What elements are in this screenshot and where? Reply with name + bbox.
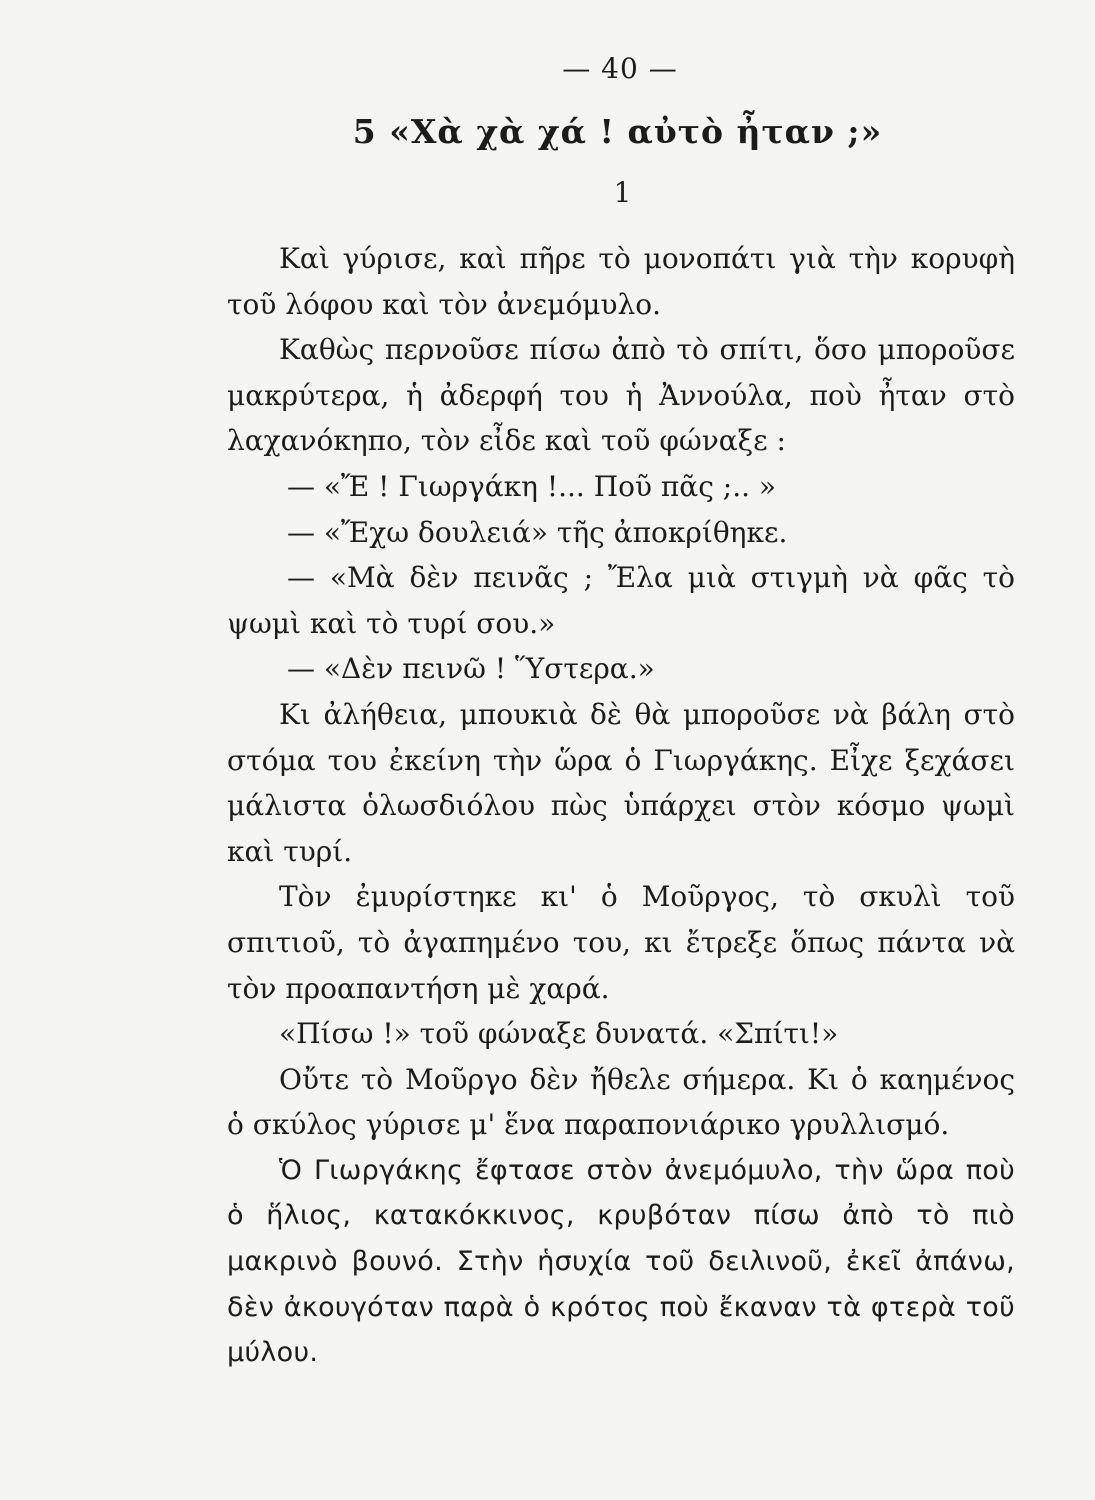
paragraph: Κι ἀλήθεια, μπουκιὰ δὲ θὰ μποροῦσε νὰ βάλη στὸ στόμα του ἐκείνη τὴν ὥρα ὁ Γιωργάκης. Εἶχε ξεχάσει μάλιστα ὁλωσδιόλου πὼς ὑπάρχει στὸν κόσμο ψωμὶ καὶ τυρί.	[227, 697, 1015, 868]
paragraph: Ὁ Γιωργάκης ἔφτασε στὸν ἀνεμόμυλο, τὴν ὥρα ποὺ ὁ ἥλιος, κατακόκκινος, κρυβόταν πίσω ἀπὸ τὸ πιὸ μακρινὸ βουνό. Στὴν ἡσυχία τοῦ δειλινοῦ, ἐκεῖ ἀπάνω, δὲν ἀκουγόταν παρὰ ὁ κρότος ποὺ ἔκαναν τὰ φτερὰ τοῦ μύλου.	[227, 1154, 1015, 1369]
page-number: — 40 —	[562, 52, 678, 85]
paragraph: Τὸν ἐμυρίστηκε κι' ὁ Μοῦργος, τὸ σκυλὶ τοῦ σπιτιοῦ, τὸ ἀγαπημένο του, κι ἔτρεξε ὅπως πάντα νὰ τὸν προαπαντήση μὲ χαρά.	[227, 880, 1015, 1005]
paragraph: Οὔτε τὸ Μοῦργο δὲν ἤθελε σήμερα. Κι ὁ καημένος ὁ σκύλος γύρισε μ' ἕνα παραπονιάρικο γρυλλισμό.	[227, 1062, 1015, 1142]
paragraph: Καὶ γύρισε, καὶ πῆρε τὸ μονοπάτι γιὰ τὴν κορυφὴ τοῦ λόφου καὶ τὸν ἀνεμόμυλο.	[227, 242, 1015, 321]
paragraph: «Πίσω !» τοῦ φώναξε δυνατά. «Σπίτι!»	[279, 1017, 839, 1051]
dialogue-line: — «Δὲν πεινῶ ! Ὕστερα.»	[287, 652, 655, 686]
body-text	[227, 236, 1015, 1376]
chapter-title: 5 «Χὰ χὰ χά ! αὐτὸ ἦταν ;»	[352, 112, 883, 151]
paragraph: Καθὼς περνοῦσε πίσω ἀπὸ τὸ σπίτι, ὅσο μποροῦσε μακρύτερα, ἡ ἀδερφή του ἡ Ἀννούλα, ποὺ ἦταν στὸ λαχανόκηπο, τὸν εἶδε καὶ τοῦ φώναξε :	[227, 333, 1015, 458]
dialogue-line: — «Ἔ ! Γιωργάκη !... Ποῦ πᾶς ;.. »	[287, 469, 777, 503]
section-number: 1	[613, 176, 632, 209]
dialogue-line: — «Ἔχω δουλειά» τῆς ἀποκρίθηκε.	[287, 515, 788, 549]
dialogue-line: — «Μὰ δὲν πεινᾶς ; Ἔλα μιὰ στιγμὴ νὰ φᾶς τὸ ψωμὶ καὶ τὸ τυρί σου.»	[227, 561, 1015, 640]
